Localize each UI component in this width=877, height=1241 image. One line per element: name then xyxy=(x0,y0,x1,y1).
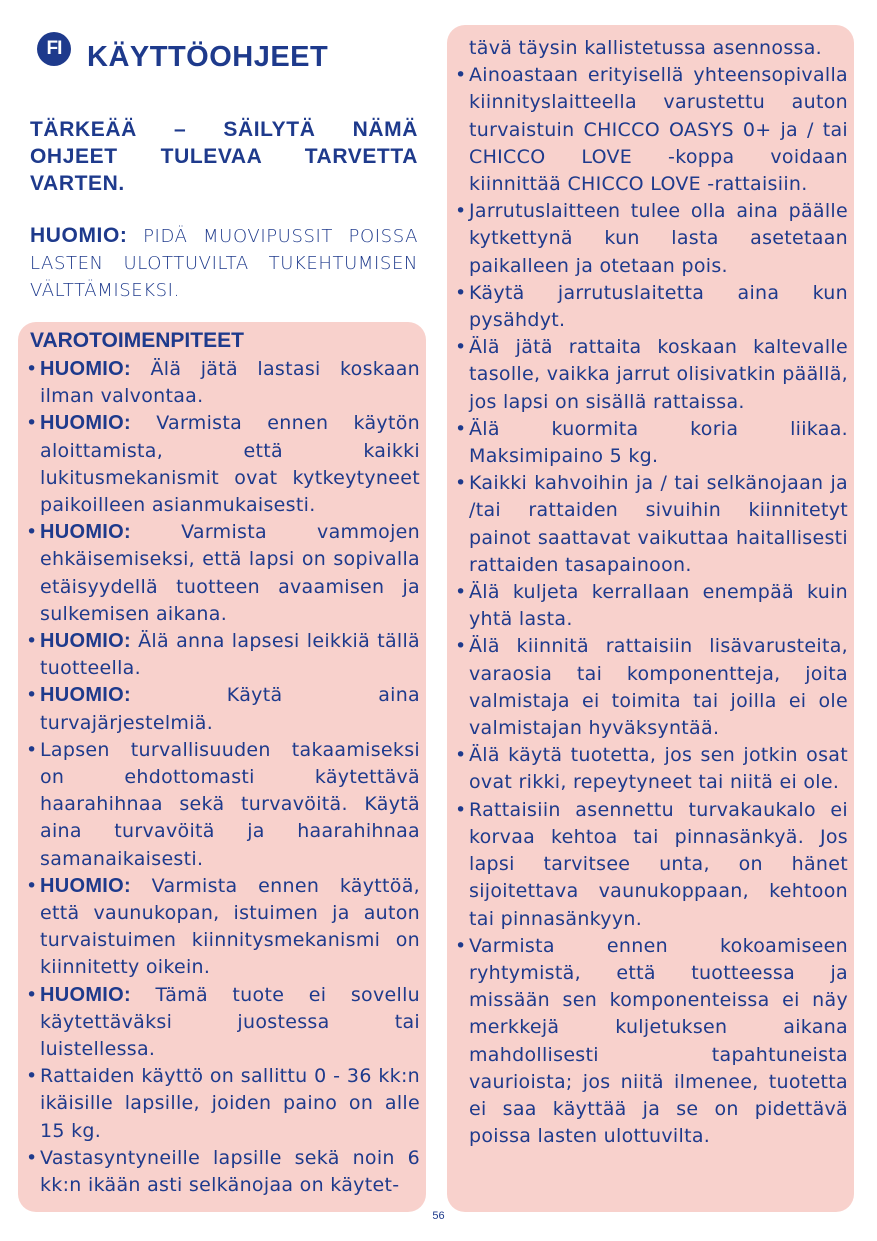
warning-text: PIDÄ MUOVIPUSSIT POISSA LASTEN ULOTTUVILTA TUKEHTUMISEN VÄLTTÄMISEKSI. xyxy=(30,226,418,301)
item-text: Käytä aina turvajärjestelmiä. xyxy=(40,684,420,734)
item-text: Ainoastaan erityisellä yhteensopivalla kiinnityslaitteella varustettu auton turvaistuin CHICCO OASYS 0+ ja / tai CHICCO LOVE -koppa voidaan kiinnittää CHICCO LOVE -rattaisiin. xyxy=(469,64,848,196)
item-text: Käytä jarrutuslaitetta aina kun pysähdyt. xyxy=(469,281,848,332)
item-text: Vastasyntyneille lapsille sekä noin 6 kk:n ikään asti selkänojaa on käytet- xyxy=(40,1146,420,1197)
item-text: Kaikki kahvoihin ja / tai selkänojaan ja /tai rattaiden sivuihin kiinnitetyt painot saattavat vaikuttaa haitallisesti rattaiden tasapainoon. xyxy=(469,472,848,576)
item-label: HUOMIO: xyxy=(40,630,131,653)
bullet-icon: • xyxy=(455,281,467,304)
bullet-icon: • xyxy=(26,358,38,380)
list-item xyxy=(24,410,420,519)
warning-label: HUOMIO: xyxy=(30,224,128,247)
bullet-icon: • xyxy=(26,412,38,435)
bullet-icon: • xyxy=(455,64,467,87)
page-title: KÄYTTÖOHJEET xyxy=(87,41,329,73)
list-item xyxy=(453,334,848,416)
item-text: Varmista ennen kokoamiseen ryhtymistä, että tuotteessa ja missään sen komponenteissa ei näy merkkejä kuljetuksen aikana mahdollisesti tapahtuneista vaurioista; jos niitä ilmenee, tuotetta ei saa käyttää ja se on pidettävä poissa lasten ulottuvilta. xyxy=(469,934,848,1148)
item-text: Älä jätä rattaita koskaan kaltevalle tasolle, vaikka jarrut olisivatkin päällä, jos lapsi on sisällä rattaissa. xyxy=(469,336,848,413)
item-label: HUOMIO: xyxy=(40,874,131,897)
list-item xyxy=(24,519,420,628)
list-item xyxy=(453,742,848,796)
bullet-icon: • xyxy=(455,934,467,957)
bullet-icon: • xyxy=(455,472,467,495)
bullet-icon: • xyxy=(455,635,467,658)
warnings-list-right xyxy=(453,35,848,1150)
important-notice: TÄRKEÄÄ – SÄILYTÄ NÄMÄ OHJEET TULEVAA TARVETTA VARTEN. xyxy=(30,118,418,195)
item-label: HUOMIO: xyxy=(40,358,131,380)
warnings-heading: VAROTOIMENPITEET xyxy=(30,329,244,352)
list-item xyxy=(24,682,420,736)
item-text: Varmista ennen käyttöä, että vaunukopan, istuimen ja auton turvaistuimen kiinnitysmekanismi on kiinnitetty oikein. xyxy=(40,874,420,979)
list-item xyxy=(453,797,848,933)
bullet-icon: • xyxy=(26,630,38,653)
list-item xyxy=(24,1063,420,1145)
item-label: HUOMIO: xyxy=(40,412,131,435)
list-item xyxy=(24,628,420,682)
plastic-bag-warning xyxy=(30,222,418,304)
bullet-icon: • xyxy=(26,738,38,761)
list-item xyxy=(453,280,848,334)
item-label: HUOMIO: xyxy=(40,521,131,544)
bullet-icon: • xyxy=(26,684,38,707)
bullet-icon: • xyxy=(455,798,467,821)
list-item xyxy=(24,873,420,982)
item-text: Älä kuormita koria liikaa. Maksimipaino 5 kg. xyxy=(469,417,848,468)
bullet-icon: • xyxy=(26,983,38,1006)
bullet-icon: • xyxy=(455,581,467,604)
item-text: Älä jätä lastasi koskaan ilman valvontaa. xyxy=(40,358,420,408)
item-label: HUOMIO: xyxy=(40,983,131,1006)
list-item xyxy=(24,737,420,873)
item-text: Varmista ennen käytön aloittamista, että kaikki lukitusmekanismit ovat kytkeytyneet paikoilleen asianmukaisesti. xyxy=(40,412,420,517)
list-item xyxy=(24,356,420,410)
list-item xyxy=(24,1145,420,1199)
item-text: Varmista vammojen ehkäisemiseksi, että lapsi on sopivalla etäisyydellä tuotteen avaamisen ja sulkemisen aikana. xyxy=(40,521,420,625)
item-text: Lapsen turvallisuuden takaamiseksi on ehdottomasti käytettävä haarahihnaa sekä turvavöitä. Käytä aina turvavöitä ja haarahihnaa samanaikaisesti. xyxy=(40,738,420,870)
list-item xyxy=(453,62,848,198)
item-text: Jarrutuslaitteen tulee olla aina päälle kytkettynä kun lasta asetetaan paikalleen ja otetaan pois. xyxy=(469,200,848,277)
bullet-icon: • xyxy=(26,521,38,544)
bullet-icon: • xyxy=(26,1065,38,1088)
page-number: 56 xyxy=(432,1210,445,1222)
bullet-icon: • xyxy=(455,417,467,440)
item-text: Älä kuljeta kerrallaan enempää kuin yhtä lasta. xyxy=(469,581,848,631)
item-text: Älä anna lapsesi leikkiä tällä tuotteella. xyxy=(40,630,420,680)
list-item xyxy=(453,416,848,470)
language-badge: FI xyxy=(37,32,71,66)
bullet-icon: • xyxy=(455,336,467,359)
item-text: Älä kiinnitä rattaisiin lisävarusteita, varaosia tai komponentteja, joita valmistaja ei toimita tai joilla ei ole valmistajan hyväksyntää. xyxy=(469,635,848,740)
bullet-icon: • xyxy=(455,744,467,767)
bullet-icon: • xyxy=(26,874,38,897)
list-item xyxy=(453,633,848,742)
list-item-continuation xyxy=(453,35,848,62)
item-label: HUOMIO: xyxy=(40,684,131,707)
item-text: Tämä tuote ei sovellu käytettäväksi juostessa tai luistellessa. xyxy=(40,983,420,1061)
list-item xyxy=(453,579,848,633)
list-item xyxy=(453,470,848,579)
item-text: tävä täysin kallistetussa asennossa. xyxy=(469,37,822,59)
list-item xyxy=(24,982,420,1064)
bullet-icon: • xyxy=(455,200,467,223)
list-item xyxy=(453,933,848,1151)
bullet-icon: • xyxy=(26,1146,38,1169)
item-text: Rattaiden käyttö on sallittu 0 - 36 kk:n ikäisille lapsille, joiden paino on alle 15 kg. xyxy=(40,1065,420,1142)
warnings-list-left xyxy=(24,356,420,1199)
list-item xyxy=(453,198,848,280)
item-text: Rattaisiin asennettu turvakaukalo ei korvaa kehtoa tai pinnasänkyä. Jos lapsi tarvitsee unta, on hänet sijoitettava vaunukoppaan, kehtoon tai pinnasänkyyn. xyxy=(469,798,848,930)
item-text: Älä käytä tuotetta, jos sen jotkin osat ovat rikki, repeytyneet tai niitä ei ole. xyxy=(469,744,848,794)
